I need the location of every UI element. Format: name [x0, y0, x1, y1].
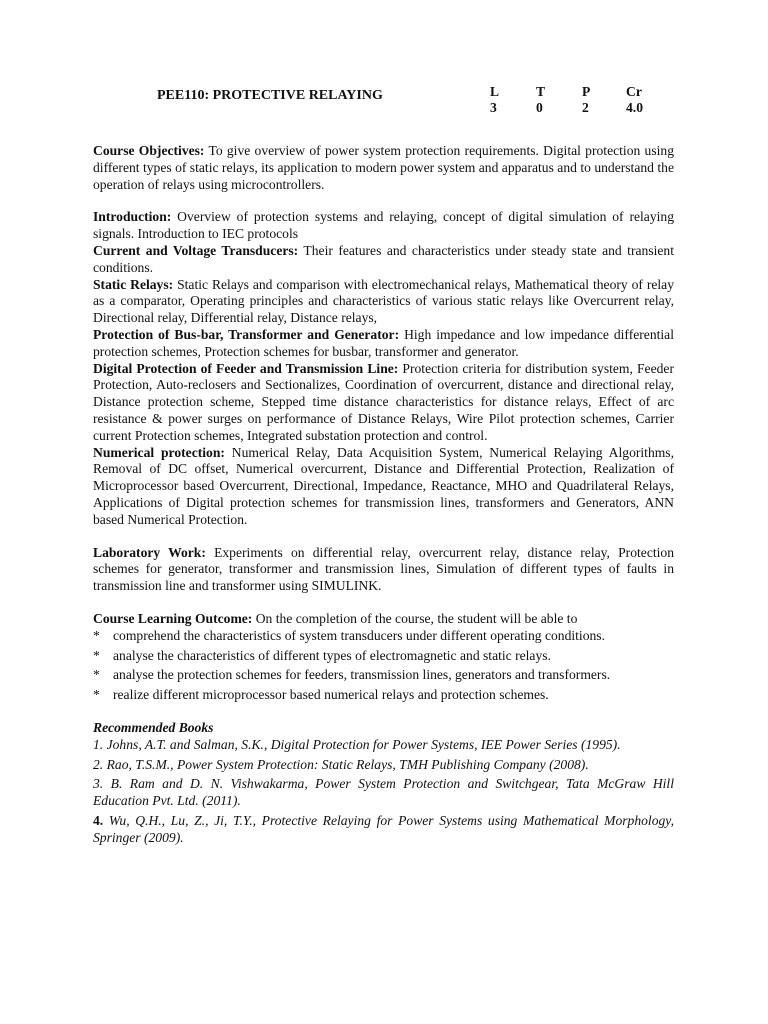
section-label: Digital Protection of Feeder and Transmission Line:	[93, 360, 399, 376]
section-numerical-protection	[93, 445, 674, 529]
book-item	[93, 776, 674, 810]
recommended-books-title: Recommended Books	[93, 719, 214, 735]
book-item	[93, 737, 674, 754]
section-text: Numerical Relay, Data Acquisition System, Numerical Relaying Algorithms, Removal of DC offset, Numerical overcurrent, Distance and Differential Protection, Realization of Microprocessor based Overcurrent, Directional, Impedance, Reactance, MHO and Quadrilateral Relays, Applications of Digital protection schemes for transmission lines, transformers and Generators, ANN based Numerical Protection.	[93, 444, 674, 527]
credit-col-l	[490, 84, 499, 116]
section-text: To give overview of power system protection requirements. Digital protection using different types of static relays, its application to modern power system and apparatus and to understand the operation of relays using microcontrollers.	[93, 143, 675, 192]
bullet-star-icon: *	[93, 687, 100, 703]
credit-value: 2	[582, 100, 589, 115]
section-text: Overview of protection systems and relaying, concept of digital simulation of relaying signals. Introduction to IEC protocols	[93, 209, 674, 242]
book-number: 3.	[93, 776, 104, 792]
section-text: Static Relays and comparison with electromechanical relays, Mathematical theory of relay as a comparator, Operating principles and characteristics of various static relays like Overcurrent relay, Directional relay, Differential relay, Distance relays,	[93, 276, 674, 326]
section-transducers	[93, 243, 674, 277]
credit-label: Cr	[626, 84, 642, 99]
outcome-text: comprehend the characteristics of system transducers under different operating conditions.	[113, 627, 605, 643]
course-title: PEE110: PROTECTIVE RELAYING	[157, 88, 383, 103]
credit-col-t	[536, 84, 545, 116]
section-text: On the completion of the course, the student will be able to	[252, 610, 578, 626]
book-text: Rao, T.S.M., Power System Protection: Static Relays, TMH Publishing Company (2008).	[103, 756, 589, 772]
bullet-star-icon: *	[93, 667, 100, 683]
outcome-item	[93, 628, 674, 645]
book-text: B. Ram and D. N. Vishwakarma, Power System Protection and Switchgear, Tata McGraw Hill Education Pvt. Ltd. (2011).	[93, 776, 674, 809]
book-text: Johns, A.T. and Salman, S.K., Digital Protection for Power Systems, IEE Power Series (1995).	[103, 736, 621, 752]
section-label: Numerical protection:	[93, 444, 225, 460]
section-label: Static Relays:	[93, 276, 174, 292]
book-number: 2.	[93, 756, 104, 772]
course-content	[93, 143, 674, 849]
section-label: Course Objectives:	[93, 143, 205, 158]
credit-value: 4.0	[626, 100, 643, 115]
section-text: Protection criteria for distribution system, Feeder Protection, Auto-reclosers and Sectionalizes, Coordination of overcurrent, distance and directional relay, Distance protection scheme, Stepped time distance characteristics for distance relays, Effect of arc resistance & power surges on performance of Distance Relays, Wire Pilot protection schemes, Carrier current Protection schemes, Integrated substation protection and control.	[93, 360, 674, 443]
outcome-text: analyse the protection schemes for feeders, transmission lines, generators and transformers.	[113, 667, 611, 683]
section-text: Their features and characteristics under steady state and transient conditions.	[93, 242, 674, 275]
section-label: Laboratory Work:	[93, 544, 206, 560]
section-static-relays	[93, 277, 674, 327]
section-label: Current and Voltage Transducers:	[93, 242, 299, 258]
section-text: Experiments on differential relay, overcurrent relay, distance relay, Protection schemes for generator, transformer and transmission lines, Simulation of different types of faults in transmission line and transformer using SIMULINK.	[93, 544, 674, 594]
section-text: High impedance and low impedance differential protection schemes, Protection schemes for busbar, transformer and generator.	[93, 326, 674, 359]
credit-col-cr	[626, 84, 643, 116]
credit-label: L	[490, 84, 500, 99]
course-objectives	[93, 143, 674, 193]
laboratory-work	[93, 545, 674, 595]
credit-col-p	[582, 84, 590, 116]
book-number: 4.	[93, 812, 104, 828]
section-feeder-protection	[93, 361, 674, 445]
credit-value: 0	[536, 100, 543, 115]
outcome-text: realize different microprocessor based numerical relays and protection schemes.	[113, 687, 549, 703]
bullet-star-icon: *	[93, 647, 100, 663]
outcome-item	[93, 667, 674, 684]
section-label: Introduction:	[93, 209, 172, 225]
credit-label: T	[536, 84, 546, 99]
bullet-star-icon: *	[93, 627, 100, 643]
section-label: Protection of Bus-bar, Transformer and Generator:	[93, 326, 400, 342]
section-busbar-protection	[93, 327, 674, 361]
book-text: Wu, Q.H., Lu, Z., Ji, T.Y., Protective Relaying for Power Systems using Mathematical Morphology, Springer (2009).	[93, 812, 674, 845]
book-number: 1.	[93, 736, 104, 752]
outcome-item	[93, 648, 674, 665]
section-label: Course Learning Outcome:	[93, 610, 253, 626]
credit-label: P	[582, 84, 591, 99]
outcome-text: analyse the characteristics of different types of electromagnetic and static relays.	[113, 647, 551, 663]
outcome-item	[93, 687, 674, 704]
book-item	[93, 813, 674, 847]
section-introduction	[93, 209, 674, 243]
learning-outcome-intro	[93, 611, 674, 628]
book-item	[93, 757, 674, 774]
credit-value: 3	[490, 100, 497, 115]
